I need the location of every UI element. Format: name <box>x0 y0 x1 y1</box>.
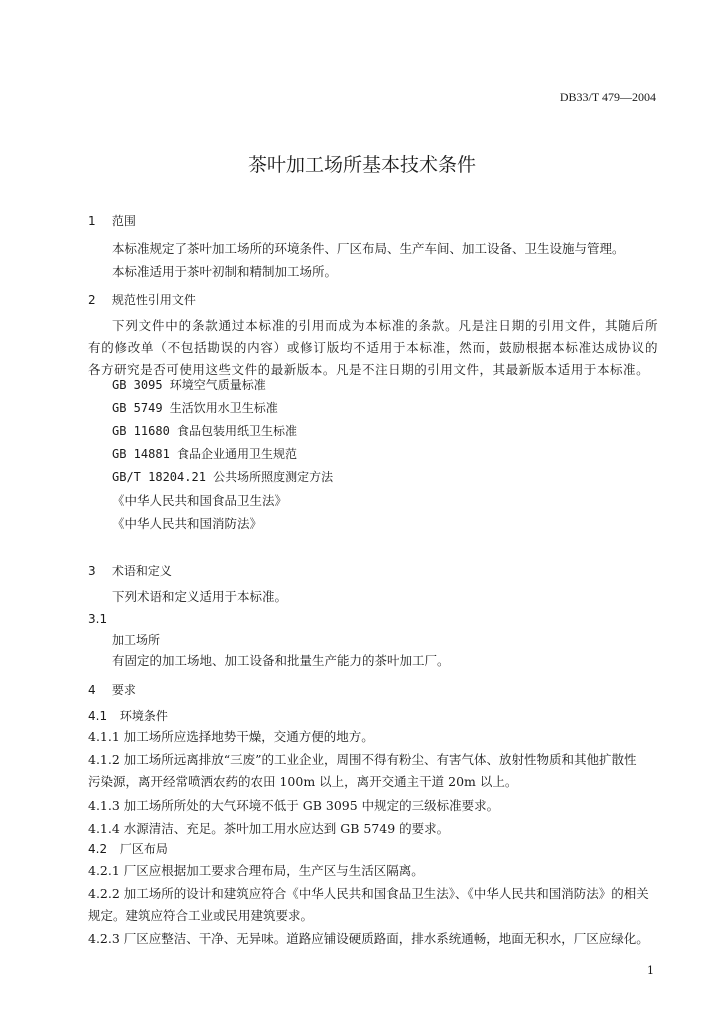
section-number: 1 <box>88 214 96 228</box>
page-number: 1 <box>647 964 654 977</box>
section-heading-3 <box>88 562 172 579</box>
section-title: 术语和定义 <box>111 564 172 578</box>
clause-continuation: 污染源，离开经常喷洒农药的农田 100m 以上，离开交通主干道 20m 以上。 <box>88 774 518 789</box>
section-title: 范围 <box>111 214 136 228</box>
clause: 4.1.4 水源清洁、充足。茶叶加工用水应达到 GB 5749 的要求。 <box>88 821 450 836</box>
document-title: 茶叶加工场所基本技术条件 <box>247 154 476 176</box>
subsection-title: 环境条件 <box>119 709 168 723</box>
subsection-number: 4.2 <box>88 842 108 856</box>
section-heading-4 <box>88 681 136 698</box>
subsection-title: 厂区布局 <box>119 842 168 856</box>
reference-item: GB/T 18204.21 公共场所照度测定方法 <box>112 470 334 484</box>
clause-continuation: 规定。建筑应符合工业或民用建筑要求。 <box>88 908 314 923</box>
document-code: DB33/T 479—2004 <box>559 90 656 104</box>
section-title: 要求 <box>111 683 136 697</box>
clause: 4.1.3 加工场所所处的大气环境不低于 GB 3095 中规定的三级标准要求。 <box>88 798 500 813</box>
section-number: 2 <box>88 293 96 307</box>
section-title: 规范性引用文件 <box>111 293 196 307</box>
subsection-number: 4.1 <box>88 709 108 723</box>
subsection-number: 3.1 <box>88 612 108 626</box>
section-number: 4 <box>88 683 96 697</box>
clause: 4.2.1 厂区应根据加工要求合理布局，生产区与生活区隔离。 <box>88 863 424 878</box>
reference-item: 《中华人民共和国消防法》 <box>112 516 263 531</box>
reference-item: GB 5749 生活饮用水卫生标准 <box>112 401 278 415</box>
definition: 有固定的加工场地、加工设备和批量生产能力的茶叶加工厂。 <box>112 653 450 668</box>
paragraph: 下列文件中的条款通过本标准的引用而成为本标准的条款。凡是注日期的引用文件，其随后所有的修改单（不包括勘误的内容）或修订版均不适用于本标准，然而，鼓励根据本标准达成协议的各方研究是否可使用这些文件的最新版本。凡是不注日期的引用文件，其最新版本适用于本标准。 <box>88 318 658 377</box>
section-heading-2 <box>88 291 196 308</box>
reference-item: GB 14881 食品企业通用卫生规范 <box>112 447 298 461</box>
paragraph: 下列术语和定义适用于本标准。 <box>112 589 288 604</box>
clause: 4.2.3 厂区应整洁、干净、无异味。道路应铺设硬质路面，排水系统通畅，地面无积水，厂区应绿化。 <box>88 931 649 946</box>
term: 加工场所 <box>112 633 161 647</box>
subsection-heading-4-2 <box>88 840 168 857</box>
subsection-heading-4-1 <box>88 707 168 724</box>
clause: 4.1.2 加工场所远离排放“三废”的工业企业，周围不得有粉尘、有害气体、放射性物质和其他扩散性 <box>88 752 637 767</box>
clause: 4.2.2 加工场所的设计和建筑应符合《中华人民共和国食品卫生法》、《中华人民共和国消防法》的相关 <box>88 886 649 901</box>
reference-item: GB 11680 食品包装用纸卫生标准 <box>112 424 298 438</box>
reference-item: 《中华人民共和国食品卫生法》 <box>112 493 288 508</box>
clause: 4.1.1 加工场所应选择地势干燥，交通方便的地方。 <box>88 729 374 744</box>
paragraph: 本标准适用于茶叶初制和精制加工场所。 <box>112 264 338 279</box>
reference-item: GB 3095 环境空气质量标准 <box>112 378 266 392</box>
paragraph: 本标准规定了茶叶加工场所的环境条件、厂区布局、生产车间、加工设备、卫生设施与管理。 <box>112 241 625 256</box>
section-number: 3 <box>88 564 96 578</box>
section-heading-1 <box>88 212 136 229</box>
